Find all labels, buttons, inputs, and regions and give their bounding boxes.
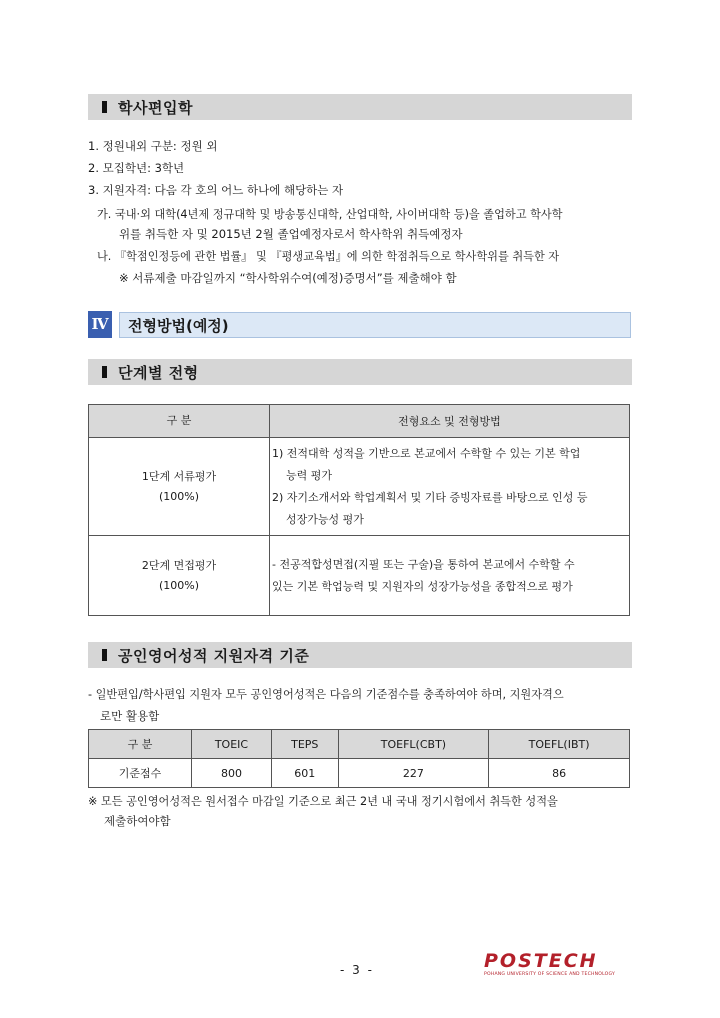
section-marker [102,101,107,113]
table-cell: 기준점수 [89,759,192,788]
table-header-cell: TEPS [271,730,338,759]
text-line: 3. 지원자격: 다음 각 호의 어느 하나에 해당하는 자 [88,183,344,197]
table-header-cell: 구 분 [89,730,192,759]
note-line: ※ 모든 공인영어성적은 원서접수 마감일 기준으로 최근 2년 내 국내 정기시험에서 취득한 성적을 [88,795,558,808]
text-line: 가. 국내·외 대학(4년제 정규대학 및 방송통신대학, 산업대학, 사이버대학 등)을 졸업하고 학사학 [97,208,563,221]
section-title: 공인영어성적 지원자격 기준 [118,647,310,665]
table-cell: 86 [489,759,630,788]
section-title: 학사편입학 [118,99,193,117]
logo-wordmark: POSTECH [484,950,598,972]
stage-cell [89,536,270,616]
text-line: 로만 활용함 [100,709,160,723]
chapter-title: 전형방법(예정) [128,317,229,335]
text-line: 나. 『학점인정등에 관한 법률』 및 『평생교육법』에 의한 학점취득으로 학사학위를 취득한 자 [97,250,560,263]
table-header-cell: TOEFL(CBT) [338,730,489,759]
table-header-cell: 전형요소 및 전형방법 [270,405,630,438]
section-title: 단계별 전형 [118,364,199,382]
english-score-table [88,729,630,788]
stage-cell [89,438,270,536]
stage-table [88,404,630,616]
method-line: 2) 자기소개서와 학업계획서 및 기타 증빙자료를 바탕으로 인성 등 [272,490,588,504]
table-header-cell: 구 분 [89,405,270,438]
chapter-band [119,312,631,338]
method-line: 성장가능성 평가 [286,512,364,526]
table-row [89,759,630,788]
method-line: 있는 기본 학업능력 및 지원자의 성장가능성을 종합적으로 평가 [272,579,573,593]
method-line: - 전공적합성면접(지필 또는 구술)을 통하여 본교에서 수학할 수 [272,557,575,571]
text-line: 위를 취득한 자 및 2015년 2월 졸업예정자로서 학사학위 취득예정자 [119,227,463,241]
table-header-cell: TOEFL(IBT) [489,730,630,759]
method-cell [270,536,630,616]
table-header-cell: TOEIC [192,730,272,759]
text-line: ※ 서류제출 마감일까지 “학사학위수여(예정)증명서”를 제출해야 함 [119,271,457,285]
note-line: 제출하여야함 [104,814,171,828]
stage-percent: (100%) [158,578,200,592]
chapter-number: Ⅳ [88,311,112,338]
method-line: 1) 전적대학 성적을 기반으로 본교에서 수학할 수 있는 기본 학업 [272,446,581,460]
section-marker [102,649,107,661]
method-line: 능력 평가 [286,468,333,482]
logo-subtitle: POHANG UNIVERSITY OF SCIENCE AND TECHNOLOGY [484,972,616,977]
table-header-row [89,730,630,759]
table-cell: 800 [192,759,272,788]
stage-name: 1단계 서류평가 [141,469,217,483]
section-marker [102,366,107,378]
text-line: 1. 정원내외 구분: 정원 외 [88,139,218,153]
page-number: - 3 - [340,963,374,977]
stage-percent: (100%) [158,489,200,503]
table-row [89,438,630,536]
text-line: - 일반편입/학사편입 지원자 모두 공인영어성적은 다음의 기준점수를 충족하여야 하며, 지원자격으 [88,688,564,701]
stage-name: 2단계 면접평가 [141,558,217,572]
chapter-header [88,311,629,338]
text-line: 2. 모집학년: 3학년 [88,161,185,175]
table-cell: 227 [338,759,489,788]
table-header-row [89,405,630,438]
section-header-bachelor-transfer [88,94,632,120]
section-header-stages [88,359,632,385]
method-cell [270,438,630,536]
section-header-english-score [88,642,632,668]
table-cell: 601 [271,759,338,788]
postech-logo [484,951,634,979]
table-row [89,536,630,616]
